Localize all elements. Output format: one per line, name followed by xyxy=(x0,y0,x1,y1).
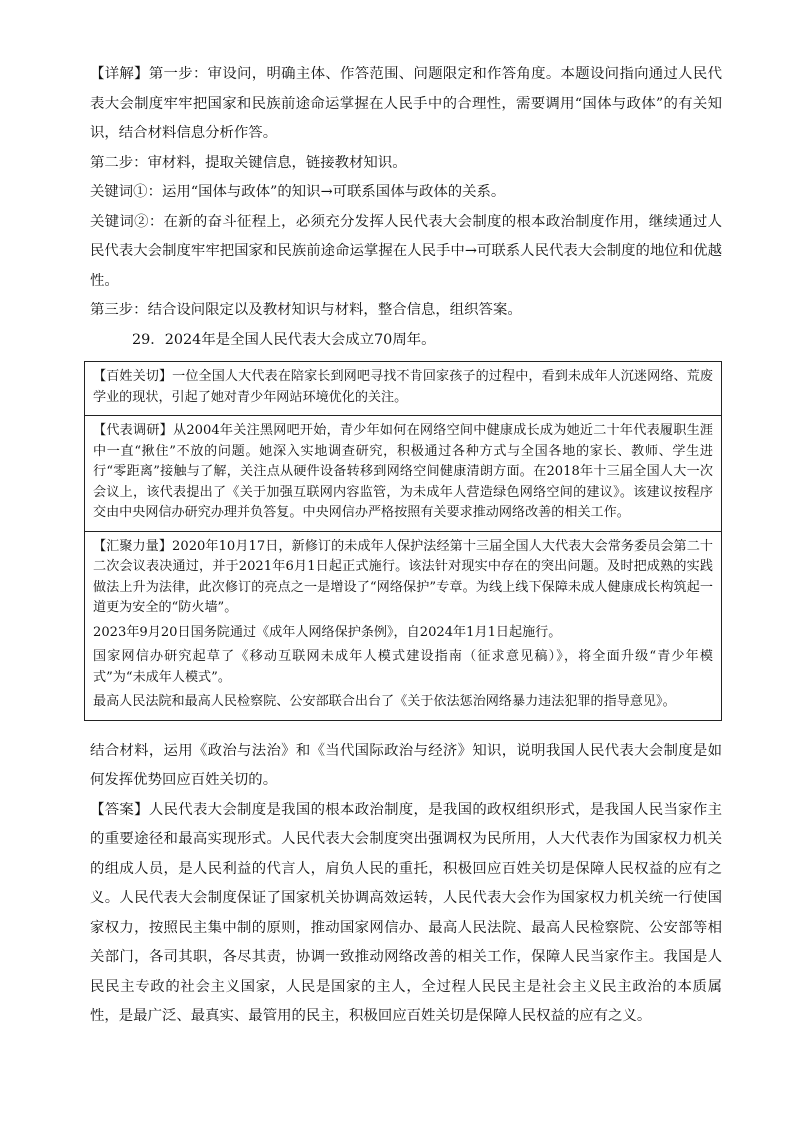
explanation-label: 【详解】 xyxy=(90,66,149,82)
answer-paragraph xyxy=(90,796,722,1032)
material-paragraph: 【汇聚力量】2020年10月17日，新修订的未成年人保护法经第十三届全国人大代表大会常务委员会第二十二次会议表决通过，并于2021年6月1日起正式施行。该法针对现实中存在的突出问题。及时把成熟的实践做法上升为法律，此次修订的亮点之一是增设了“网络保护”专章。为线上线下保障未成人健康成长构筑起一道更为安全的“防火墙”。 xyxy=(93,538,713,615)
explanation-keyword2: 关键词②：在新的奋斗征程上，必须充分发挥人民代表大会制度的根本政治制度作用，继续通过人民代表大会制度牢牢把国家和民族前途命运掌握在人民手中→可联系人民代表大会制度的地位和优越性。 xyxy=(90,213,722,289)
explanation-step2: 第二步：审材料，提取关键信息，链接教材知识。 xyxy=(90,154,407,171)
document-page xyxy=(90,60,722,1032)
explanation-step3: 第三步：结合设问限定以及教材知识与材料，整合信息，组织答案。 xyxy=(90,302,522,318)
task-prompt: 结合材料，运用《政治与法治》和《当代国际政治与经济》知识，说明我国人民代表大会制度是如何发挥优势回应百姓关切的。 xyxy=(90,742,722,788)
material-section-strength xyxy=(85,531,721,720)
question-stem: 29．2024年是全国人民代表大会成立70周年。 xyxy=(132,331,436,348)
material-paragraph: 最高人民法院和最高人民检察院、公安部联合出台了《关于依法惩治网络暴力违法犯罪的指导意见》。 xyxy=(93,694,676,709)
answer-text: 人民代表大会制度是我国的根本政治制度，是我国的政权组织形式，是我国人民当家作主的重要途径和最高实现形式。人民代表大会制度突出强调权为民所用，人大代表作为国家权力机关的组成人员，是人民利益的代言人，肩负人民的重托，积极回应百姓关切是保障人民权益的应有之义。人民代表大会制度保证了国家机关协调高效运转，人民代表大会作为国家权力机关统一行使国家权力，按照民主集中制的原则，推动国家网信办、最高人民法院、最高人民检察院、公安部等相关部门，各司其职，各尽其责，协调一致推动网络改善的相关工作，保障人民当家作主。我国是人民民主专政的社会主义国家，人民是国家的主人，全过程人民民主是社会主义民主政治的本质属性，是最广泛、最真实、最管用的民主，积极回应百姓关切是保障人民权益的应有之义。 xyxy=(90,801,722,1024)
material-paragraph: 【百姓关切】一位全国人大代表在陪家长到网吧寻找不肯回家孩子的过程中，看到未成年人沉迷网络、荒废学业的现状，引起了她对青少年网站环境优化的关注。 xyxy=(93,369,713,405)
explanation-step1-text: 第一步：审设问，明确主体、作答范围、问题限定和作答角度。本题设问指向通过人民代表大会制度牢牢把国家和民族前途命运掌握在人民手中的合理性，需要调用“国体与政体”的有关知识，结合材料信息分析作答。 xyxy=(90,66,722,141)
material-paragraph: 【代表调研】从2004年关注黑网吧开始，青少年如何在网络空间中健康成长成为她近二十年代表履职生涯中一直“揪住”不放的问题。她深入实地调查研究，积极通过各种方式与全国各地的家长、教师、学生进行“零距离”接触与了解，关注点从硬件设备转移到网络空间健康清朗方面。在2018年十三届全国人大一次会议上，该代表提出了《关于加强互联网内容监管，为未成年人营造绿色网络空间的建议》。该建议按程序交由中央网信办研究办理并负答复。中央网信办严格按照有关要求推动网络改善的相关工作。 xyxy=(93,423,713,520)
material-section-concern xyxy=(85,362,721,415)
answer-label: 【答案】 xyxy=(90,801,149,818)
material-box xyxy=(84,361,722,721)
explanation-step1 xyxy=(90,60,722,149)
material-paragraph: 2023年9月20日国务院通过《成年人网络保护条例》，自2024年1月1日起施行。 xyxy=(93,624,562,640)
material-paragraph: 国家网信办研究起草了《移动互联网未成年人模式建设指南（征求意见稿）》，将全面升级“青少年模式”为“未成年人模式”。 xyxy=(93,649,713,685)
material-section-research xyxy=(85,415,721,531)
explanation-keyword1: 关键词①：运用“国体与政体”的知识→可联系国体与政体的关系。 xyxy=(90,184,506,200)
